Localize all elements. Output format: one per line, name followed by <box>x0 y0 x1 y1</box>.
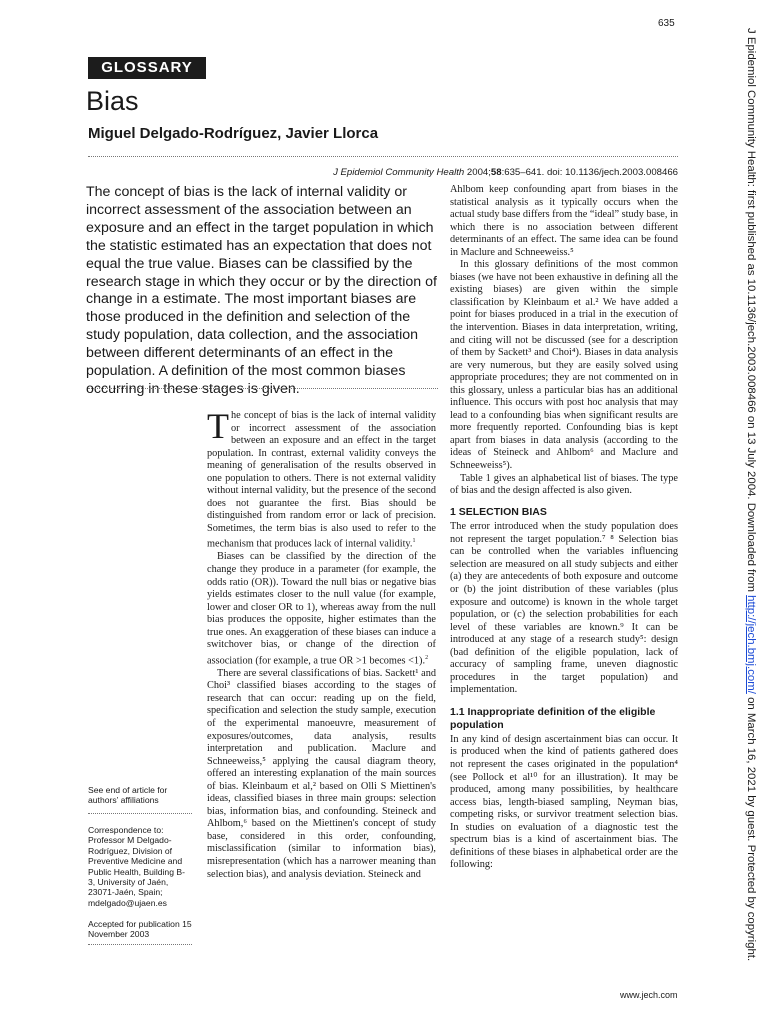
footnote-ref: 1 <box>412 538 416 545</box>
abstract-text: The concept of bias is the lack of internal validity or incorrect assessment of the association between an exposure and an effect in the target population in which the statistic estimated has an expectation that does not equal the true value. Biases can be classified by the research stage in which they occur or by the direction of change in a estimate. The most important biases are those produced in the definition and selection of the study population, data collection, and the association between different determinants of an effect in the population. A definition of the most common biases occurring in these stages is given. <box>86 184 437 397</box>
drop-cap: T <box>207 406 229 446</box>
paragraph: The error introduced when the study population does not represent the target population.⁷ ⁸ Selection bias can be controlled when the variables influencing selection are measured on all study subjects and either (a) they are antecedents of both exposure and outcome or (b) the joint distribution of these variables (plus exposure and outcome) is known in the whole target population, or (c) the selection probabilities for each level of these variables are known.⁹ It can be introduced at any stage of a research study⁵: design (bad definition of the eligible population, lack of accuracy of sampling frame, uneven diagnostic procedures in the target population) and implementation. <box>450 521 678 696</box>
paragraph: There are several classifications of bias. Sackett¹ and Choi³ classified biases according to the stages of research that can occur: reading up on the field, specification and selection the study sample, execution of the experimental manoeuvre, measurement of exposures/outcomes, data analysis, results interpretation and publication. Maclure and Schneeweiss,⁵ applying the causal diagram theory, offered an interesting explanation of the main sources of bias. Kleinbaum et al,² based on Olli S Miettinen's ideas, classified biases in three main groups: selection bias, information bias, and confounding. Steineck and Ahlbom,⁶ based on the Miettinen's concept of study base, considered in this order, confounding, misclassification (similar to information bias), misrepresentation (which has a narrower meaning than selection bias), and analysis deviation. Steineck and <box>207 667 436 880</box>
journal-name: J Epidemiol Community Health <box>333 167 465 178</box>
paragraph: In any kind of design ascertainment bias can occur. It is produced when the kind of patients gathered does not represent the cases originated in the population⁴ (see Pollock et al¹⁰ for an illustration). It may be produced, among many possibilities, by healthcare access bias, length-biased sampling, Neyman bias, competing risks, or survivor treatment selection bias. In studies on evaluation of a diagnostic test the spectrum bias is a kind of ascertainment bias. The definitions of these biases in alphabetical order are the following: <box>450 733 678 871</box>
vertical-notice <box>742 28 760 988</box>
footnote-ref: 2 <box>425 654 429 661</box>
body-column-right <box>450 184 678 872</box>
paragraph: In this glossary definitions of the most common biases (we have not been exhaustive in defining all the existing biases) are given within the simple classification by Kleinbaum et al.² We have added a point for biases produced in a trial in the execution of the intervention. Biases in data interpretation, writing, and citing will not be discussed (see for a description of them by Sackett³ and Choi⁴). Biases in data analysis are very numerous, but they are easily solved using appropriate procedures; they are not commented on in this glossary, unless a particular bias has an additional influence. This occurs with post hoc analysis that may lead to a confounding bias when significant results are more frequently reported. Confounding bias is kept apart from biases in data analysis (according to the ideas of Steineck and Ahlbom⁶ and Maclure and Schneeweiss⁵). <box>450 259 678 472</box>
accepted-date: Accepted for publication 15 November 2003 <box>88 919 192 940</box>
abstract <box>86 184 438 399</box>
subsection-heading: 1.1 Inappropriate definition of the eligible population <box>450 705 656 731</box>
section-label: GLOSSARY <box>88 57 206 79</box>
footer-url[interactable]: www.jech.com <box>620 990 678 1000</box>
citation-year: 2004; <box>464 167 491 178</box>
divider <box>88 388 438 389</box>
citation-volume: 58 <box>490 167 502 178</box>
paragraph: he concept of bias is the lack of internal validity or incorrect assessment of the association between an exposure and an effect in the target population. In contrast, external validity conveys the meaning of generalisation of the results observed in one population to others. There is not external validity without internal validity, but the presence of the second does not guarantee the first. Bias should be distinguished from random error or lack of precision. Sometimes, the term bias is also used to refer to the mechanism that produces lack of internal validity. <box>207 410 436 550</box>
affiliation-note: See end of article for authors’ affiliations <box>88 785 168 806</box>
section-heading: 1 SELECTION BIAS <box>450 505 547 518</box>
body-column-middle <box>207 406 436 881</box>
paragraph: Biases can be classified by the direction of the change they produce in a parameter (for example, the odds ratio (OR)). Toward the null bias or negative bias yields estimates closer to the null value (for example, lower and closer OR to 1), whereas away from the null bias produces the opposite, higher estimates than the true ones. An exaggeration of these biases can induce a switchover bias, or change of the direction of association (for example, a true OR >1 becomes <1). <box>207 551 436 667</box>
notice-text: on March 16, 2021 by guest. Protected by copyright. <box>745 693 757 962</box>
authors: Miguel Delgado-Rodríguez, Javier Llorca <box>88 125 379 142</box>
jech-link[interactable]: http://jech.bmj.com/ <box>745 595 757 694</box>
article-title: Bias <box>86 86 139 116</box>
paragraph: Table 1 gives an alphabetical list of biases. The type of bias and the design affected is also given. <box>450 472 678 497</box>
notice-text: J Epidemiol Community Health: first published as 10.1136/jech.2003.008466 on 13 July 2004. Downloaded from <box>745 28 757 596</box>
citation <box>300 167 678 178</box>
citation-pages-doi: :635–641. doi: 10.1136/jech.2003.008466 <box>501 167 678 178</box>
page-number: 635 <box>658 18 675 29</box>
correspondence: Correspondence to: Professor M Delgado-Rodríguez, Division of Preventive Medicine and Public Health, Building B-3, University of Jaén, 23071-Jaén, Spain; mdelgado@ujaen.es <box>88 825 185 908</box>
divider <box>88 813 192 814</box>
paragraph: Ahlbom keep confounding apart from biases in the statistical analysis as it typically occurs when the actual study base differs from the “ideal” study base, in which there is no association between different determinants of an effect. The same idea can be found in Maclure and Schneeweiss.⁵ <box>450 184 678 258</box>
divider <box>88 944 192 945</box>
divider <box>88 156 678 157</box>
